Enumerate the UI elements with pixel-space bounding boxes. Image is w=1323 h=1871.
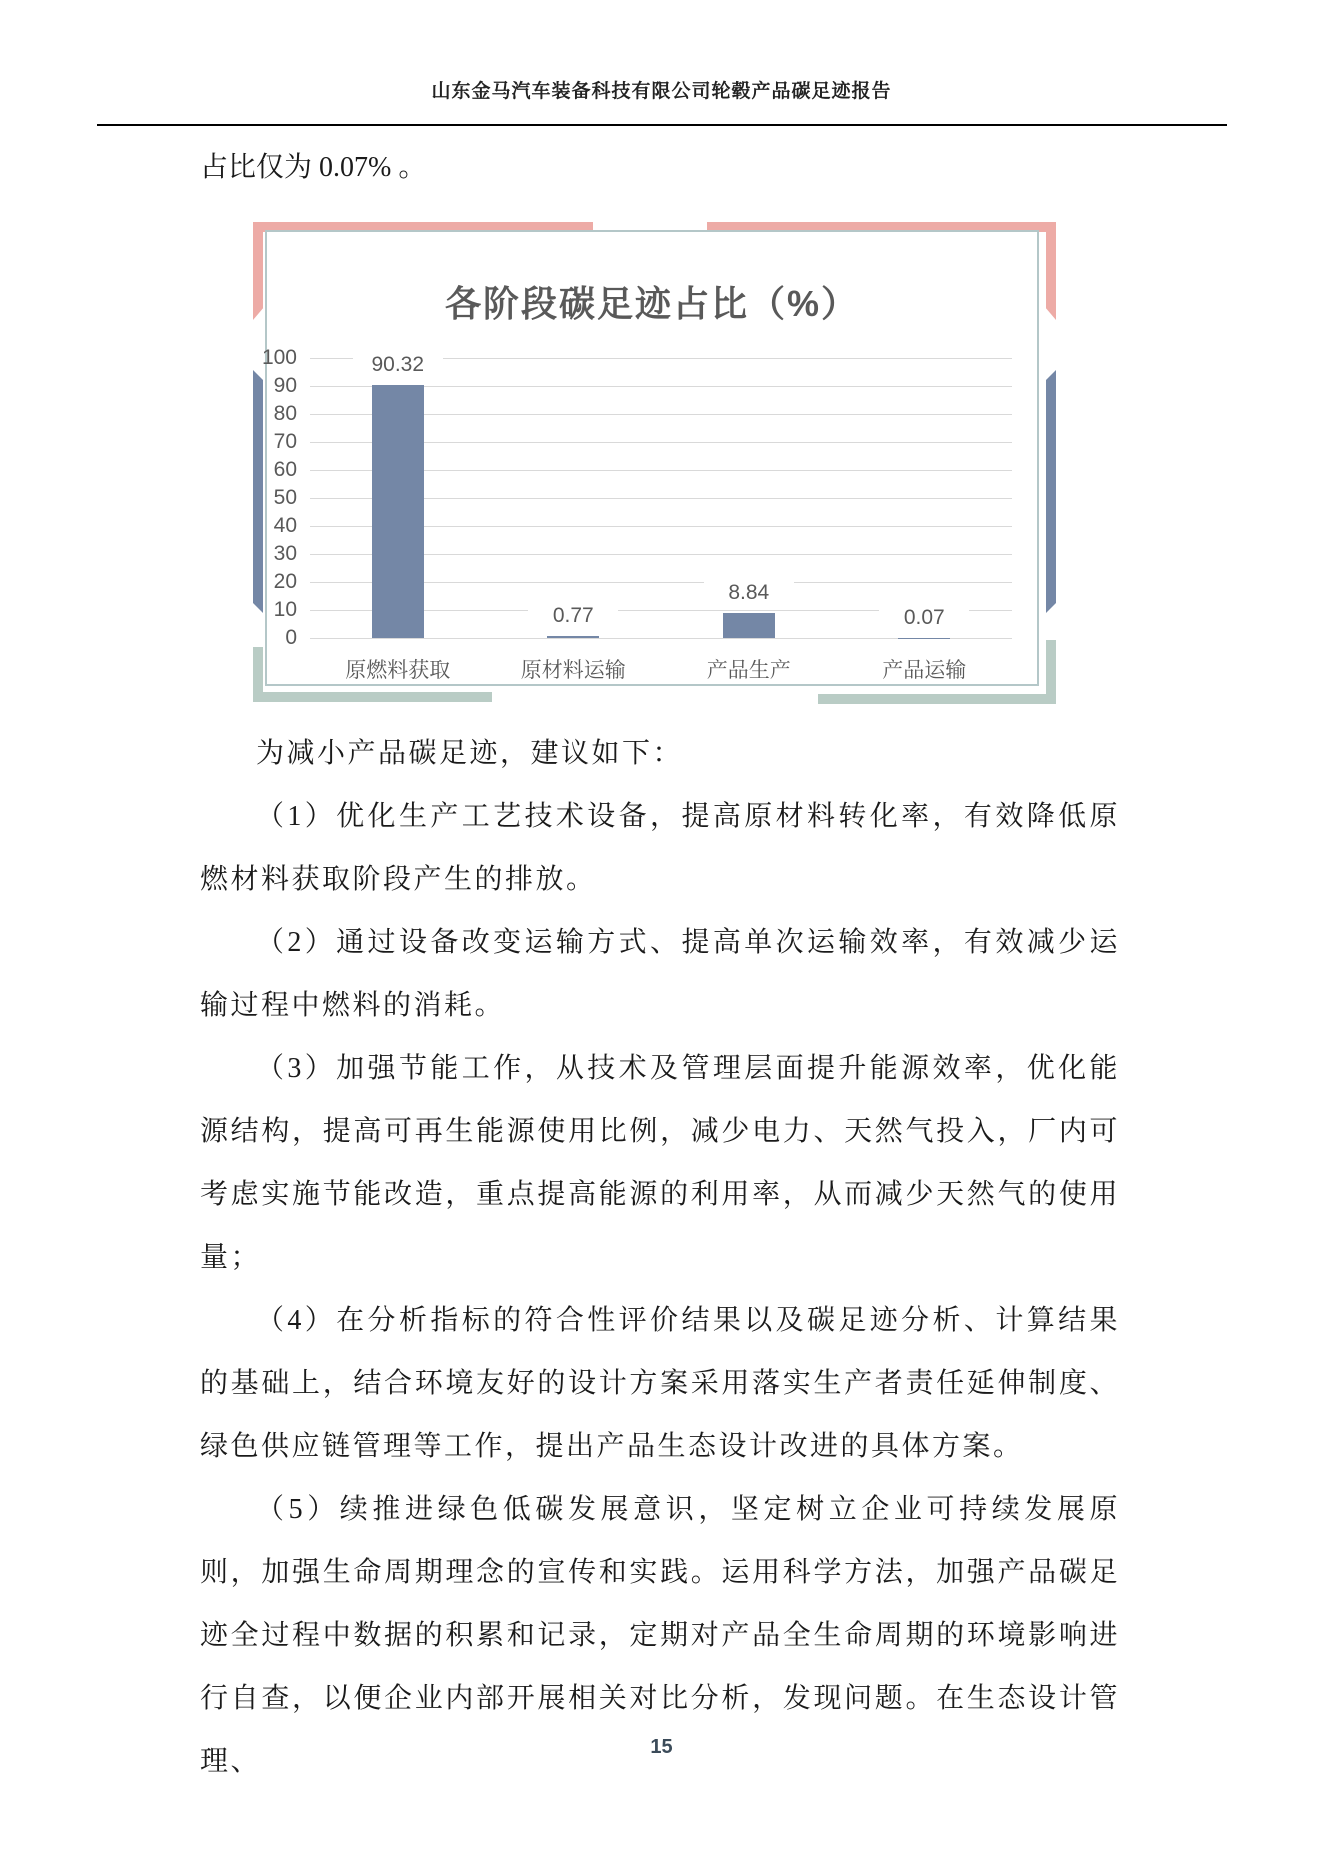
bar-value-label: 0.07 [879,606,969,630]
header-divider [97,124,1227,126]
frame-right-blue-bar [1046,370,1056,613]
chart-canvas [261,230,1039,686]
data-bar [372,385,424,638]
intro-paragraph: 占比仅为 0.07% 。 [200,152,427,183]
y-axis-tick-label: 0 [285,626,297,649]
paragraph-recommendation-5: （5）续推进绿色低碳发展意识，坚定树立企业可持续发展原则，加强生命周期理念的宣传和实践。运用科学方法，加强产品碳足迹全过程中数据的积累和记录，定期对产品全生命周期的环境影响进行自查，以便企业内部开展相关对比分析，发现问题。在生态设计管理、 [200,1494,1120,1777]
bar-plot [261,346,1012,682]
chart-figure [253,222,1056,704]
frame-bottom-right-accent [818,694,1056,704]
y-axis-tick-label: 40 [273,514,297,537]
bar-value-label: 8.84 [704,581,794,605]
y-axis-tick-label: 100 [261,346,297,369]
paragraph-recommendation-1: （1）优化生产工艺技术设备，提高原材料转化率，有效降低原燃材料获取阶段产生的排放。 [200,801,1120,895]
frame-left-pink-stub [253,222,263,320]
paragraph-recommendation-2: （2）通过设备改变运输方式、提高单次运输效率，有效减少运输过程中燃料的消耗。 [200,927,1120,1021]
y-axis-tick-label: 20 [273,570,297,593]
data-bar [723,613,775,638]
frame-right-sage-stub [1046,640,1056,704]
y-axis-tick-label: 50 [273,486,297,509]
report-header-title: 山东金马汽车装备科技有限公司轮毂产品碳足迹报告 [431,81,892,102]
frame-left-sage-stub [253,647,263,702]
y-axis-tick-label: 70 [273,430,297,453]
frame-right-pink-stub [1046,222,1056,320]
y-axis-tick-label: 30 [273,542,297,565]
x-axis-category-label: 产品运输 [882,659,967,682]
y-axis-tick-label: 80 [273,402,297,425]
chart-title: 各阶段碳足迹占比（%） [444,283,859,324]
page-number: 15 [650,1736,673,1758]
y-axis-tick-label: 60 [273,458,297,481]
x-axis-category-label: 产品生产 [706,659,791,682]
y-gridline [310,638,1012,639]
y-axis-tick-label: 90 [273,374,297,397]
data-bar [547,636,599,638]
paragraph-recommendation-4: （4）在分析指标的符合性评价结果以及碳足迹分析、计算结果的基础上，结合环境友好的设计方案采用落实生产者责任延伸制度、绿色供应链管理等工作，提出产品生态设计改进的具体方案。 [200,1305,1120,1462]
x-axis-category-label: 原燃料获取 [345,659,451,682]
y-axis-tick-label: 10 [273,598,297,621]
bar-value-label: 90.32 [353,353,443,377]
bar-value-label: 0.77 [528,604,618,628]
x-axis-category-label: 原材料运输 [520,659,626,682]
paragraph-recommendation-3: （3）加强节能工作，从技术及管理层面提升能源效率，优化能源结构，提高可再生能源使用比例，减少电力、天然气投入，厂内可考虑实施节能改造，重点提高能源的利用率，从而减少天然气的使用量； [200,1053,1120,1273]
paragraph-intro-recommendations: 为减小产品碳足迹，建议如下： [256,738,684,769]
recommendations-section [200,722,1120,1793]
frame-bottom-left-accent [253,692,492,702]
